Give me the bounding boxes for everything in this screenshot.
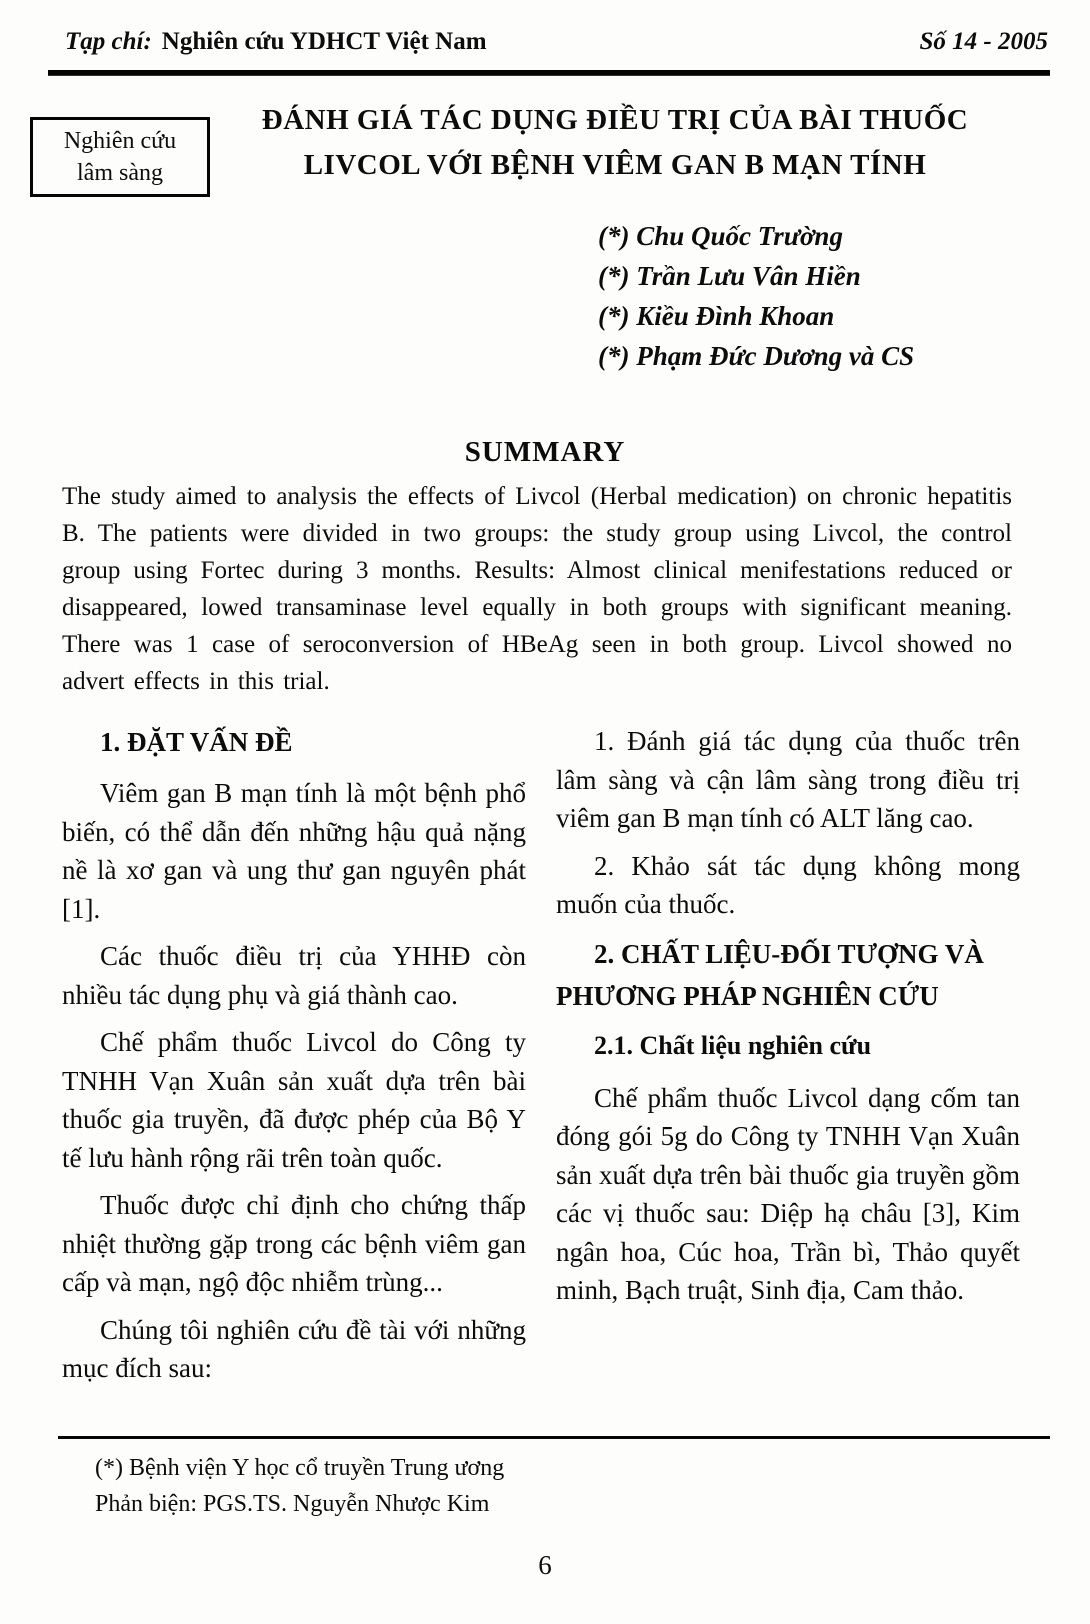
paragraph: Chế phẩm thuốc Livcol do Công ty TNHH Vạn Xuân sản xuất dựa trên bài thuốc gia truyền, đã được phép của Bộ Y tế lưu hành rộng rãi trên toàn quốc.: [62, 1027, 526, 1173]
category-line-2: lâm sàng: [77, 160, 163, 186]
section-2-1-heading: 2.1. Chất liệu nghiên cứu: [594, 1030, 872, 1060]
article-title-line-1: ĐÁNH GIÁ TÁC DỤNG ĐIỀU TRỊ CỦA BÀI THUỐC: [261, 104, 969, 136]
authors-list: [598, 216, 914, 376]
summary-body: The study aimed to analysis the effects of Livcol (Herbal medication) on chronic hepatitis B. The patients were divided in two groups: the study group using Livcol, the control group using Fortec during 3 months. Results: Almost clinical menifestations reduced or disappeared, lowed transaminase level equally in both groups with significant meaning. There was 1 case of seroconversion of HBeAg seen in both group. Livcol showed no advert effects in this trial.: [62, 483, 1012, 695]
paragraph: Chế phẩm thuốc Livcol dạng cốm tan đóng gói 5g do Công ty TNHH Vạn Xuân sản xuất dựa trên bài thuốc gia truyền gồm các vị thuốc sau: Diệp hạ châu [3], Kim ngân hoa, Cúc hoa, Trần bì, Thảo quyết minh, Bạch truật, Sinh địa, Cam thảo.: [556, 1082, 1020, 1305]
journal-label: Tạp chí:: [65, 28, 152, 55]
paragraph: Các thuốc điều trị của YHHĐ còn nhiều tác dụng phụ và giá thành cao.: [62, 941, 526, 1010]
journal-name: Nghiên cứu YDHCT Việt Nam: [161, 28, 487, 55]
paragraph: Thuốc được chỉ định cho chứng thấp nhiệt thường gặp trong các bệnh viêm gan cấp và mạn, ngộ độc nhiễm trùng...: [62, 1190, 526, 1297]
section-1-heading: 1. ĐẶT VẤN ĐỀ: [100, 727, 293, 757]
header-rule: [48, 70, 1050, 76]
article-title: [205, 98, 1025, 188]
page-number: 6: [538, 1550, 552, 1580]
paragraph: Chúng tôi nghiên cứu đề tài với những mục đích sau:: [62, 1314, 526, 1383]
issue-number: Số 14 - 2005: [919, 28, 1048, 55]
paragraph: 1. Đánh giá tác dụng của thuốc trên lâm sàng và cận lâm sàng trong điều trị viêm gan B mạn tính có ALT lăng cao.: [556, 726, 1020, 833]
author-item: (*) Trần Lưu Vân Hiền: [598, 261, 861, 291]
author-item: (*) Chu Quốc Trường: [598, 221, 843, 251]
author-item: (*) Kiều Đình Khoan: [598, 301, 835, 331]
author-item: (*) Phạm Đức Dương và CS: [598, 341, 915, 371]
footnote-affiliation: (*) Bệnh viện Y học cổ truyền Trung ương: [95, 1455, 505, 1481]
section-2-heading: 2. CHẤT LIỆU-ĐỐI TƯỢNG VÀ PHƯƠNG PHÁP NGHIÊN CỨU: [556, 938, 984, 1011]
right-column: [556, 722, 1020, 1319]
journal-header: [65, 28, 487, 56]
summary-heading: SUMMARY: [464, 436, 626, 468]
footnote-reviewer: Phản biện: PGS.TS. Nguyễn Nhược Kim: [95, 1491, 490, 1517]
article-title-line-2: LIVCOL VỚI BỆNH VIÊM GAN B MẠN TÍNH: [303, 149, 927, 181]
category-line-1: Nghiên cứu: [63, 128, 177, 154]
left-column: [62, 722, 526, 1397]
category-box: [30, 117, 210, 197]
footnote-rule: [58, 1436, 1050, 1439]
paragraph: 2. Khảo sát tác dụng không mong muốn của thuốc.: [556, 850, 1020, 919]
paragraph: Viêm gan B mạn tính là một bệnh phổ biến, có thể dẫn đến những hậu quả nặng nề là xơ gan và ung thư gan nguyên phát [1].: [62, 778, 526, 924]
footnote: [95, 1450, 504, 1522]
